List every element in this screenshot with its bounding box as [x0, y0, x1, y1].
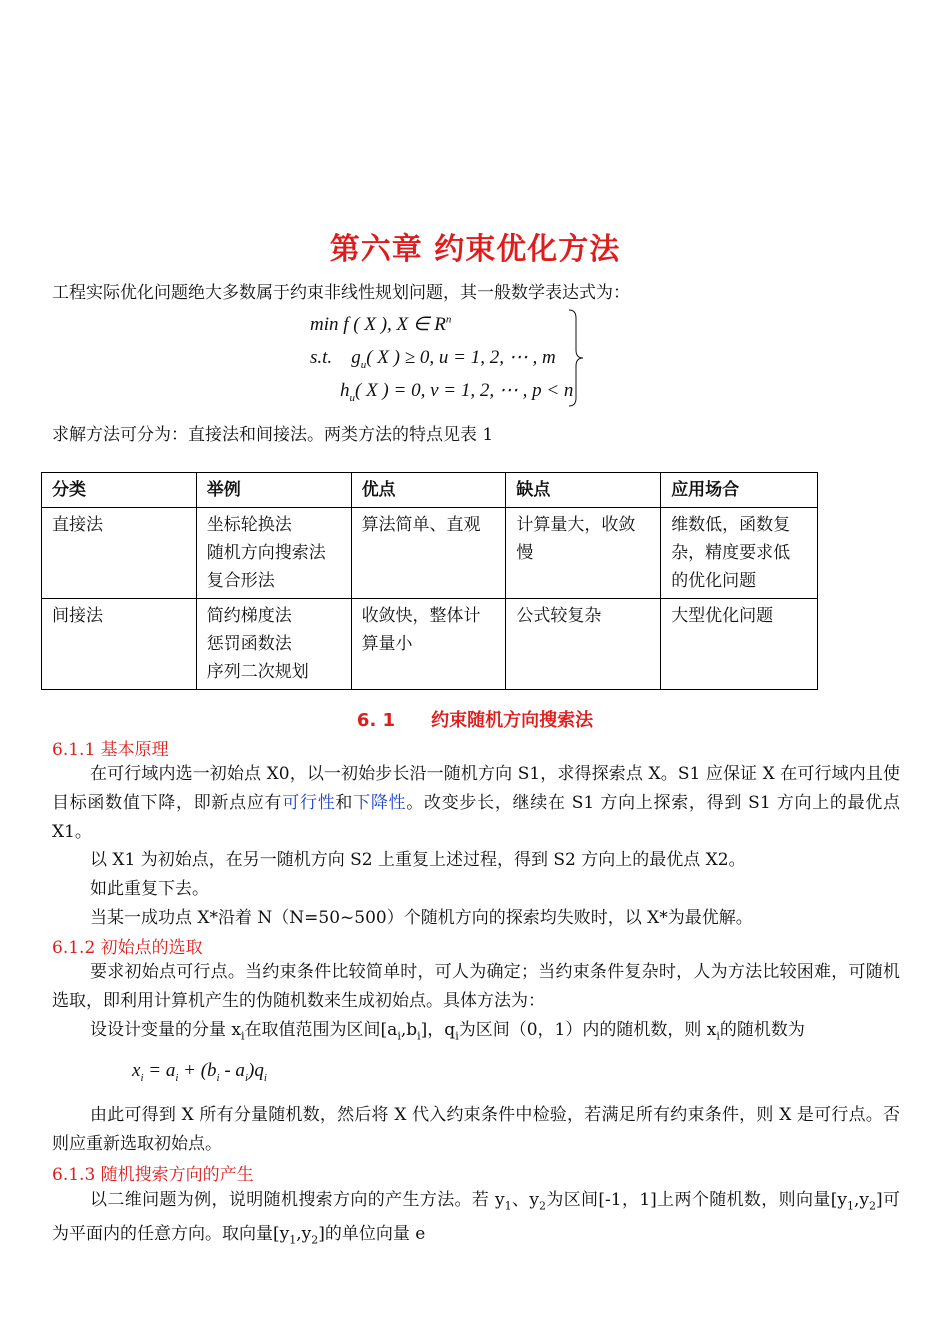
- subsection-heading: 6.1.2 初始点的选取: [52, 938, 203, 958]
- subsection-heading: 6.1.1 基本原理: [52, 740, 169, 760]
- section-label: 约束随机方向搜索法: [431, 710, 594, 731]
- table-cell: 大型优化问题: [661, 599, 818, 690]
- formula-superscript: n: [445, 313, 452, 326]
- formula-random-point: $x_i = a_i + (b_i - a_i)q_i$: [132, 1060, 267, 1084]
- chapter-title: 第六章 约束优化方法: [329, 232, 621, 267]
- paragraph: 以二维问题为例，说明随机搜索方向的产生方法。若 $y_1$、$y_2$为区间[-1，1]上两个随机数，则向量$[y_1,y_2]$可为平面内的任意方向。取向量$[y_1,y_2]$的单位向量 e: [52, 1190, 900, 1247]
- formula-g-sub: u: [360, 358, 367, 371]
- section-number: 6. 1: [356, 710, 396, 731]
- formula-h-rest: ( X ) = 0, v = 1, 2, ⋯ , p < n: [355, 380, 574, 401]
- table-cell: 维数低，函数复 杂，精度要求低 的优化问题: [661, 508, 818, 599]
- method-text: 求解方法可分为：直接法和间接法。两类方法的特点见表 1: [52, 425, 494, 445]
- table-header: 分类: [42, 473, 197, 508]
- table-cell: 算法简单、直观: [351, 508, 506, 599]
- table-cell: 公式较复杂: [506, 599, 661, 690]
- paragraph: 在可行域内选一初始点 X0，以一初始步长沿一随机方向 S1，求得探索点 X。S1 应保证 X 在可行域内且使目标函数值下降，即新点应有可行性和下降性。改变步长，继续在 S1 方向上探索，得到 S1 方向上的最优点 X1。: [52, 764, 901, 842]
- formula-line-3: [340, 379, 573, 404]
- table-cell: 直接法: [42, 508, 197, 599]
- link-descent[interactable]: 下降性: [353, 793, 407, 813]
- table-cell: 间接法: [42, 599, 197, 690]
- table-row: [42, 599, 818, 690]
- table-cell: 简约梯度法 惩罚函数法 序列二次规划: [196, 599, 351, 690]
- table-header: 举例: [196, 473, 351, 508]
- section-heading: [0, 706, 950, 732]
- table-header: 应用场合: [661, 473, 818, 508]
- table-cell: 收敛快，整体计 算量小: [351, 599, 506, 690]
- paragraph: 由此可得到 X 所有分量随机数，然后将 X 代入约束条件中检验，若满足所有约束条件，则 X 是可行点。否则应重新选取初始点。: [52, 1105, 900, 1154]
- formula-g-rest: ( X ) ≥ 0, u = 1, 2, ⋯ , m: [366, 347, 556, 368]
- comparison-table: [41, 472, 818, 690]
- table-row: [42, 508, 818, 599]
- paragraph: 要求初始点可行点。当约束条件比较简单时，可人为确定；当约束条件复杂时，人为方法比较困难，可随机选取，即利用计算机产生的伪随机数来生成初始点。具体方法为：: [52, 962, 900, 1011]
- formula-line-1: [310, 313, 451, 336]
- table-header-row: [42, 473, 818, 508]
- table-header: 缺点: [506, 473, 661, 508]
- right-brace-icon: [566, 308, 586, 408]
- table-header: 优点: [351, 473, 506, 508]
- paragraph: 设设计变量的分量 $x_i$在取值范围为区间$[a_i,b_i]$，$q_i$为区间（0，1）内的随机数，则 $x_i$的随机数为: [90, 1020, 805, 1043]
- formula-st: s.t.: [310, 347, 333, 368]
- formula-h-sub: u: [349, 391, 355, 404]
- link-feasibility[interactable]: 可行性: [282, 793, 336, 813]
- table-cell: 计算量大，收敛 慢: [506, 508, 661, 599]
- formula-h: h: [340, 380, 350, 401]
- subsection-heading: 6.1.3 随机搜索方向的产生: [52, 1165, 254, 1185]
- intro-text: 工程实际优化问题绝大多数属于约束非线性规划问题，其一般数学表达式为：: [52, 283, 630, 303]
- formula-g: g: [351, 347, 361, 368]
- formula-line-2: [310, 346, 556, 371]
- table-cell: 坐标轮换法 随机方向搜索法 复合形法: [196, 508, 351, 599]
- paragraph: 当某一成功点 X*沿着 N（N=50~500）个随机方向的探索均失败时，以 X*为最优解。: [90, 908, 753, 928]
- formula-objective: min f ( X ), X ∈ R: [310, 314, 446, 335]
- paragraph: 如此重复下去。: [90, 879, 209, 899]
- paragraph: 以 X1 为初始点，在另一随机方向 S2 上重复上述过程，得到 S2 方向上的最优点 X2。: [90, 850, 746, 870]
